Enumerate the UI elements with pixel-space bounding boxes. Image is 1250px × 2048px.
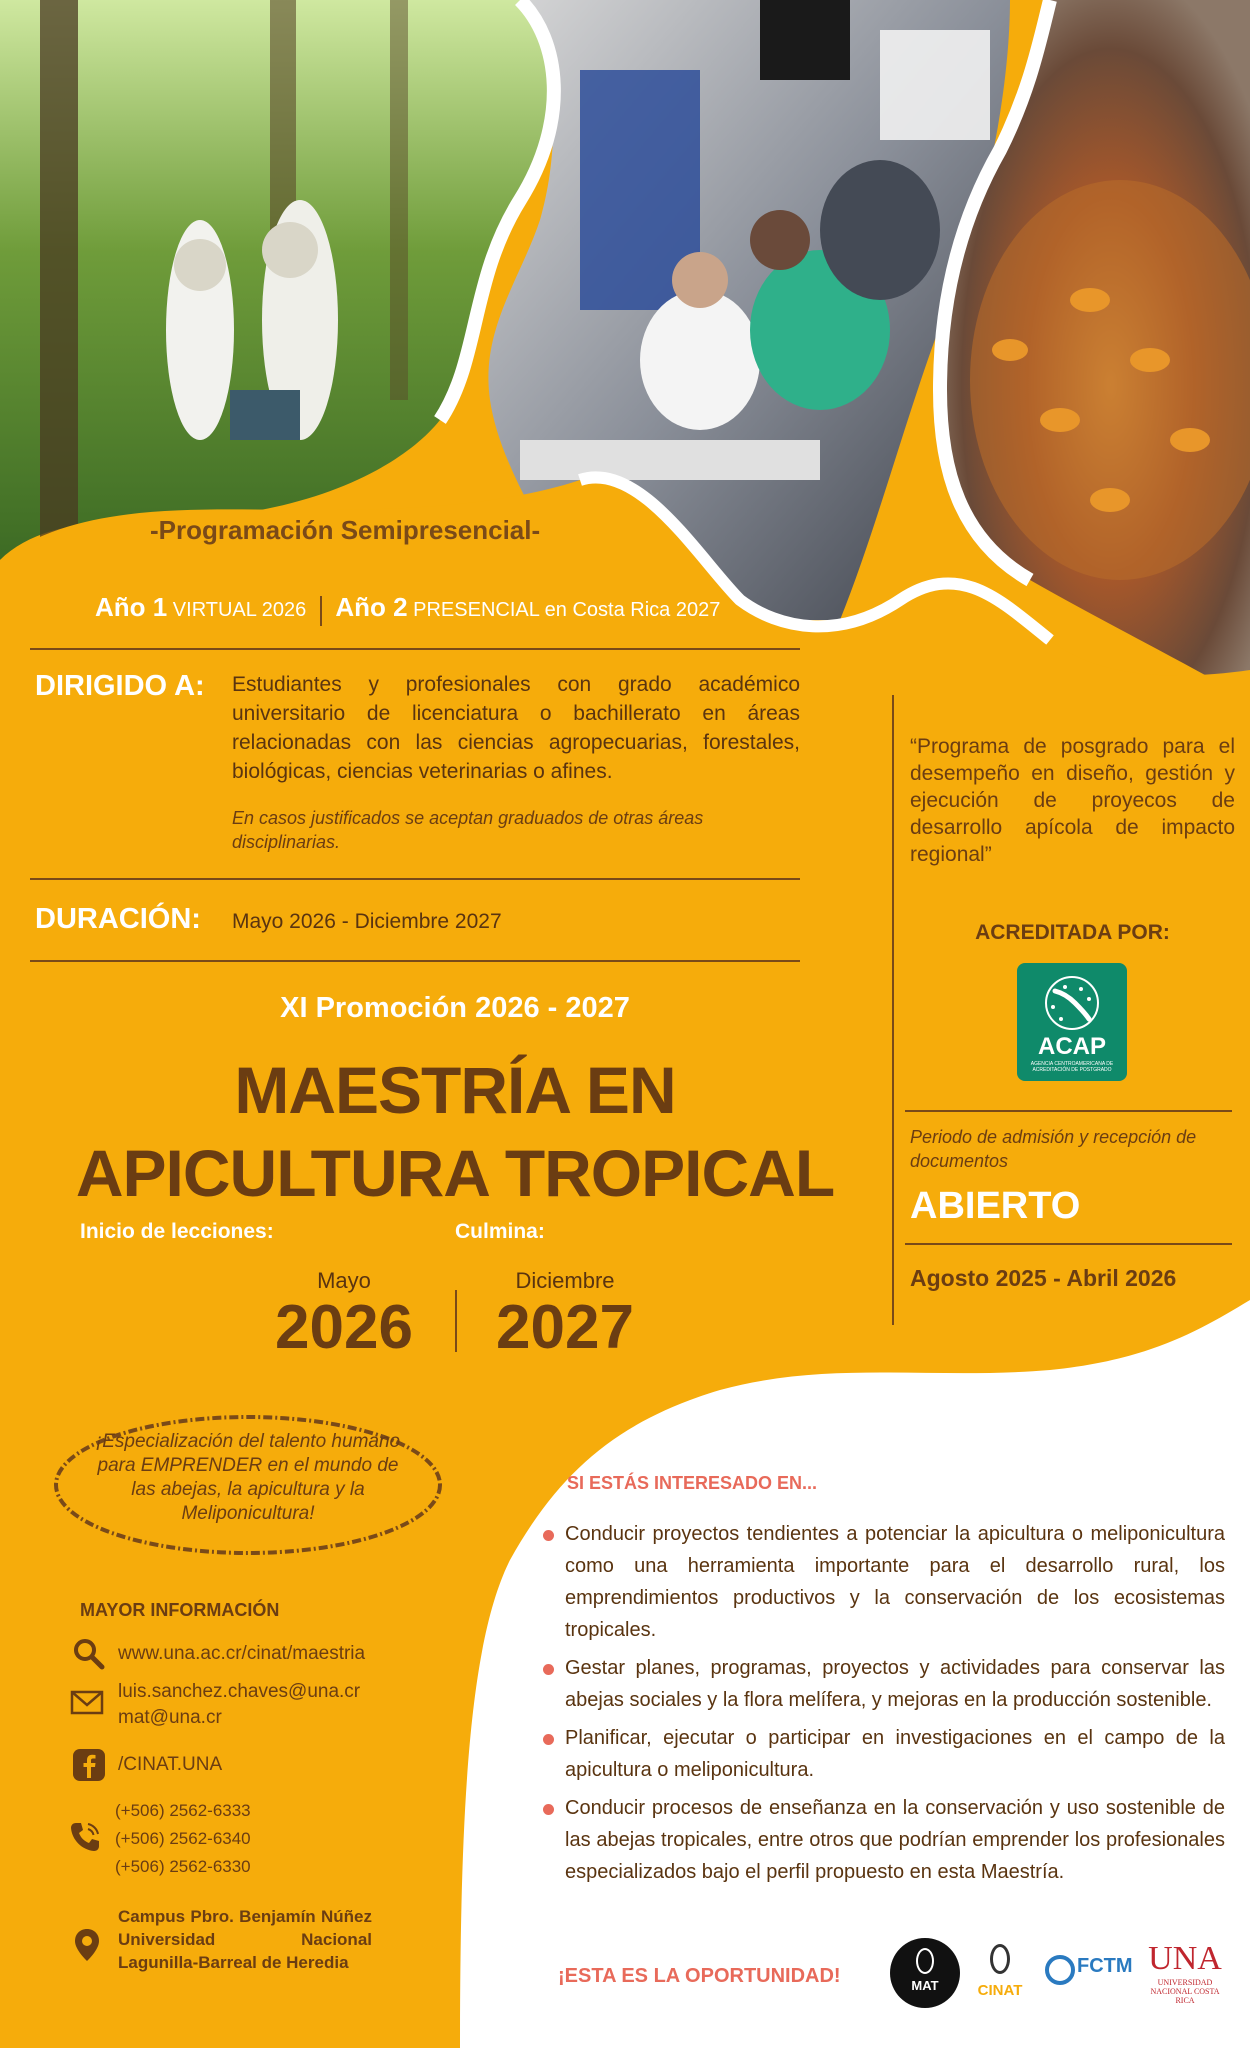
search-icon <box>72 1637 106 1671</box>
interes-heading: SI ESTÁS INTERESADO EN... <box>567 1473 818 1493</box>
dirigido-note: En casos justificados se aceptan graduados de otras áreas disciplinarias. <box>232 808 704 852</box>
rango-text: Agosto 2025 - Abril 2026 <box>910 1265 1177 1291</box>
phone-icon <box>68 1820 102 1854</box>
contact-web[interactable]: www.una.ac.cr/cinat/maestria <box>118 1643 366 1664</box>
acap-logo <box>1017 963 1127 1081</box>
contact-phone-3[interactable]: (+506) 2562-6330 <box>115 1857 251 1876</box>
anio1-label: Año 1 <box>95 592 168 622</box>
divider-1 <box>30 648 800 650</box>
culmina-label: Culmina: <box>455 1220 545 1243</box>
contact-email-2[interactable]: mat@una.cr <box>118 1707 222 1728</box>
abierto-text: ABIERTO <box>910 1185 1081 1227</box>
contact-phone-2[interactable]: (+506) 2562-6340 <box>115 1829 251 1848</box>
interes-list <box>543 1518 1225 1894</box>
dirigido-text: Estudiantes y profesionales con grado académico universitario de licenciatura o bachillerato en áreas relacionadas con las ciencias agropecuarias, forestales, biológicas, ciencias veterinarias o afines. <box>232 673 800 783</box>
location-pin-icon <box>70 1928 104 1962</box>
list-item: Conducir procesos de enseñanza en la conservación y uso sostenible de las abejas tropicales, entre otros que podrían emprender los profesionales especializados bajo el perfil propuesto en esta Maestría. <box>543 1792 1225 1888</box>
una-logo-text: UNA <box>1148 1940 1222 1977</box>
bee-icon <box>916 1948 934 1974</box>
duracion-text: Mayo 2026 - Diciembre 2027 <box>232 910 502 933</box>
year-line <box>95 592 720 626</box>
contact-address: Campus Pbro. Benjamín Núñez Universidad Nacional Lagunilla-Barreal de Heredia <box>118 1907 372 1972</box>
sidebar-rule-1 <box>905 1110 1232 1112</box>
programacion-title: -Programación Semipresencial- <box>150 515 541 545</box>
divider-3 <box>30 960 800 962</box>
list-item: Planificar, ejecutar o participar en investigaciones en el campo de la apicultura o meliponicultura. <box>543 1722 1225 1786</box>
mat-logo-text: MAT <box>911 1978 939 1993</box>
anio2-label: Año 2 <box>335 592 408 622</box>
facebook-icon <box>72 1748 106 1782</box>
fin-month: Diciembre <box>515 1268 615 1293</box>
inicio-label: Inicio de lecciones: <box>80 1220 274 1243</box>
list-item: Gestar planes, programas, proyectos y actividades para conservar las abejas sociales y la flora melífera, y mejoras en la producción sostenible. <box>543 1652 1225 1716</box>
divider-2 <box>30 878 800 880</box>
cinat-logo-text: CINAT <box>977 1982 1023 1999</box>
acreditada-label: ACREDITADA POR: <box>975 921 1170 944</box>
periodo-text: Periodo de admisión y recepción de documentos <box>910 1127 1197 1171</box>
central-america-map-icon <box>1037 973 1107 1033</box>
contact-phone-1[interactable]: (+506) 2562-6333 <box>115 1801 251 1820</box>
contact-facebook[interactable]: /CINAT.UNA <box>118 1754 223 1775</box>
fctm-logo-text: FCTM <box>1077 1955 1133 1977</box>
sidebar-rule-2 <box>905 1243 1232 1245</box>
inicio-month: Mayo <box>317 1268 371 1293</box>
mail-icon <box>70 1685 104 1719</box>
anio2-text: PRESENCIAL en Costa Rica 2027 <box>413 599 721 621</box>
anio1-text: VIRTUAL 2026 <box>172 599 307 621</box>
year-divider <box>320 596 322 626</box>
sidebar-divider <box>892 695 894 1325</box>
title-line-2: APICULTURA TROPICAL <box>75 1136 835 1210</box>
globe-icon <box>1045 1955 1075 1985</box>
title-line-1: MAESTRÍA EN <box>234 1053 676 1127</box>
mat-logo <box>890 1938 960 2008</box>
oval-text: ¡Especialización del talento humano para EMPRENDER en el mundo de las abejas, la apicultura y la Meliponicultura! <box>95 1431 401 1524</box>
promocion: XI Promoción 2026 - 2027 <box>280 992 630 1024</box>
dirigido-label: DIRIGIDO A: <box>35 670 205 702</box>
contact-email-1[interactable]: luis.sanchez.chaves@una.cr <box>118 1681 361 1702</box>
sidebar-quote: “Programa de posgrado para el desempeño en diseño, gestión y ejecución de proyecos de desarrollo apícola de impacto regional” <box>910 735 1235 866</box>
fctm-logo <box>1045 1953 1145 1993</box>
list-item: Conducir proyectos tendientes a potenciar la apicultura o meliponicultura como una herramienta importante para el desarrollo rural, los emprendimientos productivos y la conservación de los ecosistemas tropicales. <box>543 1518 1225 1646</box>
duracion-label: DURACIÓN: <box>35 903 201 935</box>
acap-text: ACAP <box>1037 1033 1106 1060</box>
acap-small: AGENCIA CENTROAMERICANA DE ACREDITACIÓN DE POSTGRADO <box>1030 1061 1114 1073</box>
una-logo-sub: UNIVERSIDAD NACIONAL COSTA RICA <box>1150 1978 1220 2005</box>
contact-heading: MAYOR INFORMACIÓN <box>80 1600 280 1620</box>
bee-icon <box>990 1944 1010 1974</box>
una-logo <box>1145 1940 1225 2006</box>
fin-year: 2027 <box>496 1293 634 1362</box>
cinat-logo <box>970 1940 1030 2004</box>
cta-text: ¡ESTA ES LA OPORTUNIDAD! <box>558 1965 841 1987</box>
inicio-year: 2026 <box>275 1293 413 1362</box>
